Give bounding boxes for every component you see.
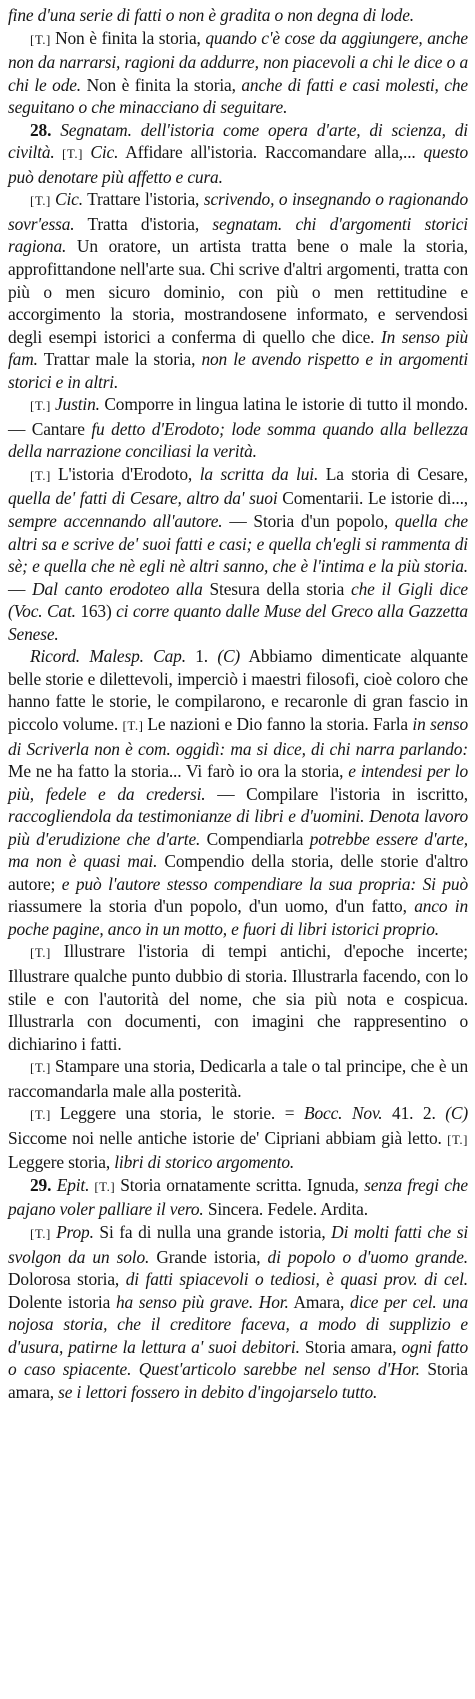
text-run: se i lettori fossero in debito d'ingojarselo tutto.: [58, 1381, 378, 1402]
text-run: —: [8, 578, 33, 599]
text-run: Trattar male la storia,: [37, 349, 202, 370]
text-run: Cic.: [90, 142, 119, 163]
text-run: Siccome noi nelle antiche istorie de' Cipriani abbiam già letto.: [8, 1127, 448, 1148]
text-run: quella de' fatti di Cesare, altro da' suoi: [8, 488, 278, 509]
text-run: dice per cel. una nojosa storia, che il creditore faceva, a modo di supplizio e d'usura, patirne la lettura a' suoi debitori.: [8, 1291, 468, 1357]
entry-paragraph: [8, 27, 468, 119]
text-run: segnatam. chi d'argomenti storici ragiona.: [8, 213, 468, 257]
text-run: Abbiamo dimenticate alquante belle storie e dilettevoli, imperciò i maestri filosofi, cioè coloro che hanno fatte le storie, le compilarono, e recaronle di gran fascio in piccolo volume.: [8, 646, 468, 734]
text-run: Amara,: [288, 1291, 350, 1312]
text-run: Storia ornatamente scritta. Ignuda,: [120, 1174, 365, 1195]
text-run: Non è finita la storia,: [81, 74, 242, 95]
text-run: Comporre in lingua latina le istorie di tutto il mondo. — Cantare: [8, 394, 469, 439]
section-marker: [T.]: [30, 1107, 61, 1123]
text-run: In senso più fam.: [8, 326, 469, 370]
text-run: Dolente istoria: [8, 1291, 116, 1312]
text-run: Leggere storia,: [8, 1152, 115, 1173]
text-run: Tratta d'istoria,: [74, 213, 213, 234]
text-run: Grande istoria,: [149, 1246, 268, 1267]
section-marker: [T.]: [447, 1131, 468, 1147]
text-run: 41. 2.: [382, 1103, 446, 1124]
text-run: e può l'autore stesso compendiare la sua propria: Si può: [61, 873, 468, 894]
section-marker: [T.]: [30, 1060, 55, 1076]
text-run: Segnatam. dell'istoria come opera d'arte, di scienza, di civiltà.: [8, 119, 468, 163]
text-run: Compendiarla: [200, 828, 310, 849]
text-run: Affidare all'istoria. Raccomandare alla,...: [118, 142, 424, 163]
text-run: anco in poche pagine, anco in un motto, e fuori di libri istorici proprio.: [8, 896, 468, 939]
text-run: questo può denotare più affetto e cura.: [8, 142, 468, 187]
section-marker: [T.]: [122, 717, 148, 733]
text-run: Trattare l'istoria,: [82, 189, 204, 210]
text-run: ha senso più grave. Hor.: [115, 1291, 289, 1312]
entry-paragraph: [8, 4, 468, 27]
entry-paragraph: [8, 1221, 468, 1403]
entry-paragraph: [8, 188, 468, 393]
text-run: anche di fatti e casi molesti, che seguitano o che minacciano di seguitare.: [8, 74, 468, 118]
text-run: di fatti spiacevoli o tediosi, è quasi prov. di cel.: [125, 1269, 468, 1290]
text-run: riassumere la storia d'un popolo, d'un uomo, d'un fatto,: [8, 896, 415, 917]
section-marker: [T.]: [30, 945, 64, 961]
text-run: Dolorosa storia,: [8, 1269, 126, 1290]
text-run: Stampare una storia, Dedicarla a tale o tal principe, che è un raccomandarla male alla posterità.: [8, 1056, 469, 1101]
text-run: Di molti fatti che si svolgon da un solo.: [8, 1221, 468, 1267]
text-run: Comentarii. Le istorie di...,: [277, 488, 468, 509]
entry-paragraph: [8, 1055, 468, 1102]
text-run: — Compilare l'istoria in iscritto,: [205, 783, 469, 804]
text-run: sempre accennando all'autore.: [8, 511, 223, 532]
text-run: Un oratore, un artista tratta bene o male la storia, approfittandone nell'arte sua. Chi scrive d'altri argomenti, tratta con più o men sicuro dominio, con più o men rettitudine e accorgimento la storia, mostrandosene informato, e servendosi degli esempi istorici a conferma di quello che dice.: [8, 236, 468, 347]
text-run: Me ne ha fatto la storia... Vi farò io ora la storia,: [8, 761, 349, 782]
entry-paragraph: [8, 1174, 468, 1221]
sense-number: 29.: [30, 1174, 57, 1195]
text-run: Storia amara,: [8, 1359, 468, 1402]
text-run: (C): [217, 646, 241, 667]
text-run: Non è finita la storia,: [55, 27, 206, 48]
text-run: Le nazioni e Dio fanno la storia. Farla: [147, 713, 413, 734]
text-run: ci corre quanto dalle Muse del Greco alla Gazzetta Senese.: [8, 601, 468, 644]
text-run: scrivendo, o insegnando o ragionando sovr'essa.: [8, 189, 469, 234]
text-run: di popolo o d'uomo grande.: [267, 1246, 468, 1267]
entry-paragraph: [8, 1102, 468, 1174]
text-run: Si fa di nulla una grande istoria,: [93, 1221, 332, 1242]
text-run: Epit.: [56, 1174, 90, 1195]
section-marker: [T.]: [54, 146, 91, 162]
text-run: Cic.: [55, 189, 83, 210]
text-run: Ricord. Malesp. Cap.: [30, 646, 186, 667]
entry-paragraph: [8, 463, 468, 645]
text-run: libri di storico argomento.: [114, 1152, 295, 1173]
text-run: — Storia d'un popolo,: [222, 511, 395, 532]
text-run: non le avendo rispetto e in argomenti storici e in altri.: [8, 349, 468, 392]
entry-paragraph: [8, 940, 468, 1055]
text-run: che il Gigli dice (Voc. Cat.: [8, 578, 468, 622]
text-run: Sincera. Fedele. Ardita.: [203, 1199, 368, 1220]
text-run: fu detto d'Erodoto; lode somma quando alla bellezza della narrazione conciliasi la verità.: [8, 418, 468, 462]
text-run: senza fregi che pajano voler palliare il vero.: [8, 1174, 468, 1220]
section-marker: [T.]: [30, 31, 56, 47]
text-run: Bocc. Nov.: [304, 1103, 383, 1124]
text-run: 163): [75, 601, 117, 622]
text-run: Compendio della storia, delle storie d'altro autore;: [8, 851, 469, 894]
text-run: Storia amara,: [299, 1336, 402, 1357]
entry-paragraph: [8, 119, 468, 189]
text-run: Stesura della storia: [202, 578, 351, 599]
text-run: potrebbe essere d'arte, ma non è quasi mai.: [8, 828, 468, 872]
section-marker: [T.]: [30, 193, 56, 209]
text-run: (C): [445, 1103, 469, 1124]
text-run: in senso di Scriverla non è com. oggidì: ma si dice, di chi narra parlando:: [8, 713, 468, 759]
text-run: Justin.: [54, 394, 100, 415]
text-run: Leggere una storia, le storie. =: [60, 1103, 304, 1124]
entry-paragraph: [8, 645, 468, 940]
text-run: fine d'una serie di fatti o non è gradita o non degna di lode.: [8, 5, 414, 25]
text-run: L'istoria d'Erodoto,: [58, 463, 200, 484]
text-run: 1.: [185, 646, 218, 667]
text-run: quando c'è cose da aggiungere, anche non da narrarsi, ragioni da addurre, non piacevoli a chi le dice o a chi le ode.: [8, 27, 468, 95]
sense-number: 28.: [30, 119, 61, 140]
text-run: la scritta da lui.: [199, 463, 319, 484]
text-run: ogni fatto o caso spiacente. Quest'articolo sarebbe nel senso d'Hor.: [8, 1336, 469, 1380]
text-run: raccogliendola da testimonianze di libri e d'uomini. Denota lavoro più d'erudizione che d'arte.: [8, 806, 468, 849]
text-run: La storia di Cesare,: [318, 463, 468, 484]
section-marker: [T.]: [89, 1178, 121, 1194]
text-run: quella che altri sa e scrive de' suoi fatti e casi; e quella ch'egli si rammenta di sè; e quella che nè egli nè altri sanno, che è l'intima e la più storia.: [8, 511, 468, 577]
section-marker: [T.]: [30, 1225, 57, 1241]
text-run: Dal canto erodoteo alla: [32, 578, 203, 599]
text-run: e intendesi per lo più, fedele e da credersi.: [8, 761, 468, 804]
section-marker: [T.]: [30, 467, 58, 483]
text-run: Prop.: [56, 1221, 94, 1242]
text-run: Illustrare l'istoria di tempi antichi, d'epoche incerte; Illustrare qualche punto dubbio di storia. Illustrarla facendo, con lo stile e con l'autorità del nome, che sia più nota e cospicua. Illustrarla con documenti, con imagini che rappresentino o dichiarino i fatti.: [8, 941, 468, 1054]
section-marker: [T.]: [30, 398, 55, 414]
entry-paragraph: [8, 393, 468, 463]
